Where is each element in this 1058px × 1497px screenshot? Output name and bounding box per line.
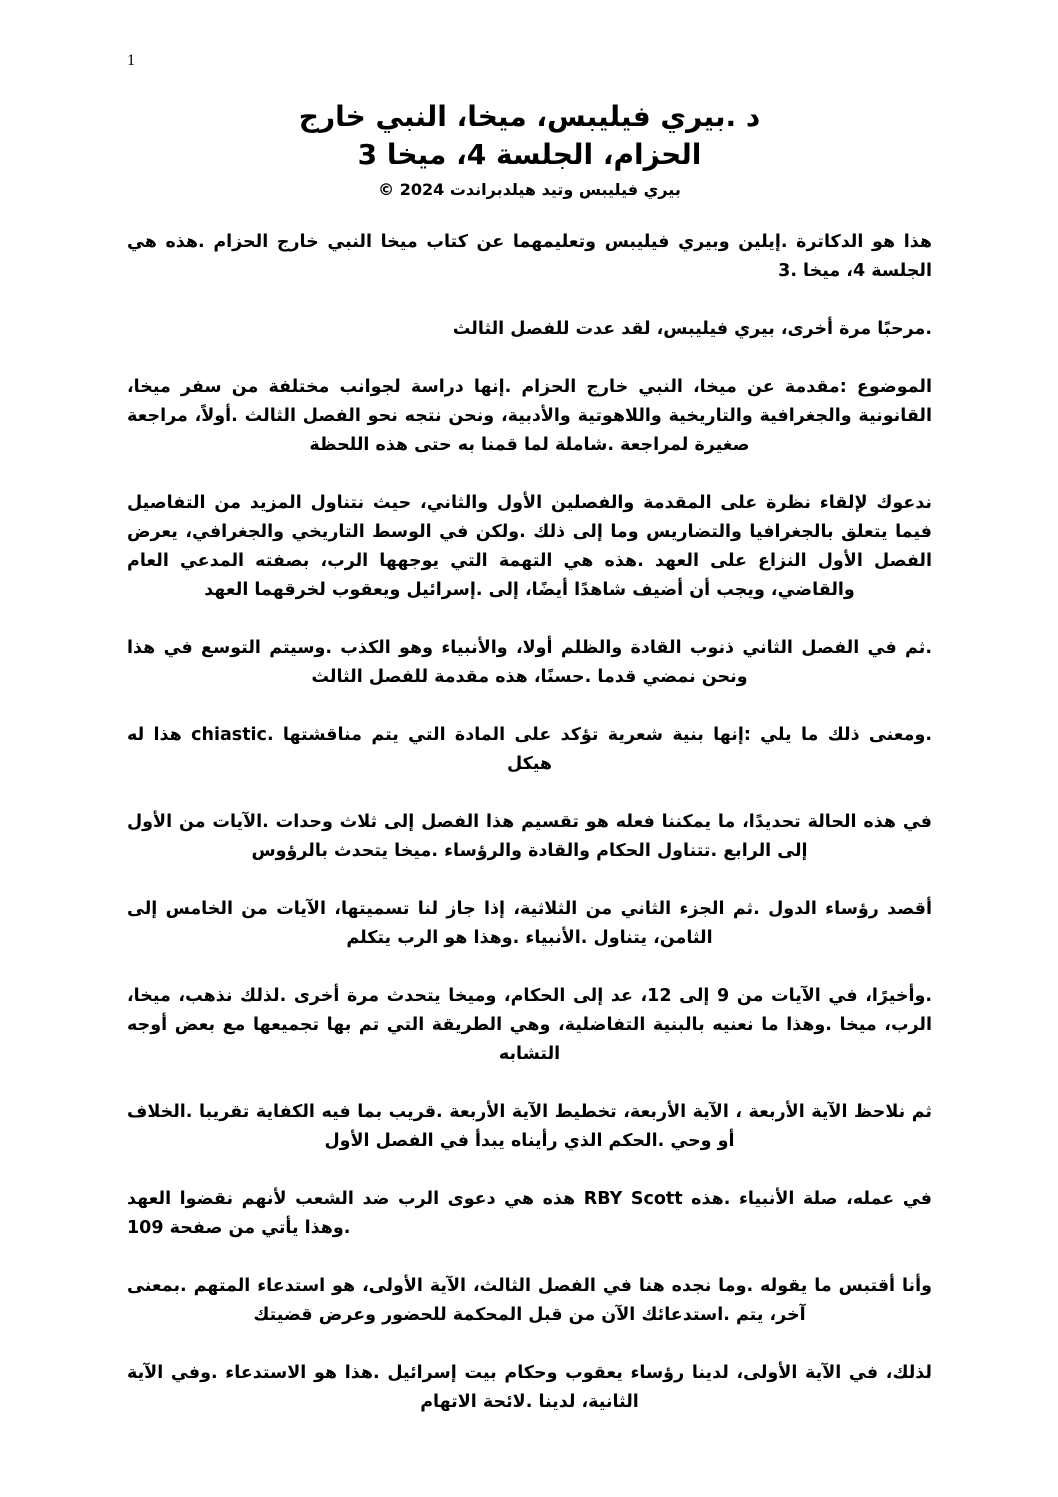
- paragraph: .مرحبًا مرة أخرى، بيري فيليبس، لقد عدت للفصل الثالث: [452, 319, 932, 339]
- page-number: 1: [127, 52, 135, 69]
- paragraph: في عمله، صلة الأنبياء .هذه RBY Scott هذه هي دعوى الرب ضد الشعب لأنهم نقضوا العهد .وهذا يأتي من صفحة 109: [127, 1189, 932, 1238]
- copyright-line: بيري فيليبس وتيد هيلدبراندت 2024 ©: [378, 180, 681, 199]
- paragraph: .ثم في الفصل الثاني ذنوب القادة والظلم أولا، والأنبياء وهو الكذب .وسيتم التوسع في هذا ونحن نمضي قدما .حسنًا، هذه مقدمة للفصل الثالث: [127, 638, 932, 687]
- document-header: [127, 98, 932, 202]
- paragraph: ندعوك لإلقاء نظرة على المقدمة والفصلين الأول والثاني، حيث نتناول المزيد من التفاصيل فيما يتعلق بالجغرافيا والتضاريس وما إلى ذلك .ولكن في الوسط التاريخي والجغرافي، يعرض الفصل الأول النزاع على العهد .هذه هي التهمة التي يوجهها الرب، بصفته المدعي العام والقاضي، ويجب أن أضيف شاهدًا أيضًا، إلى .إسرائيل ويعقوب لخرقهما العهد: [127, 493, 932, 600]
- paragraph: .وأخيرًا، في الآيات من 9 إلى 12، عد إلى الحكام، وميخا يتحدث مرة أخرى .لذلك نذهب، ميخا، الرب، ميخا .وهذا ما نعنيه بالبنية التفاضلية، وهي الطريقة التي تم بها تجميعها مع بعض أوجه التشابه: [127, 986, 933, 1064]
- paragraph: هذا هو الدكاترة .إيلين وبيري فيليبس وتعليمهما عن كتاب ميخا النبي خارج الحزام .هذه هي الجلسة 4، ميخا .3: [127, 232, 932, 281]
- paragraph: أقصد رؤساء الدول .ثم الجزء الثاني من الثلاثية، إذا جاز لنا تسميتها، الآيات من الخامس إلى الثامن، يتناول .الأنبياء .وهذا هو الرب يتكلم: [127, 899, 932, 948]
- title-line-1: د .بيري فيليبس، ميخا، النبي خارج: [298, 100, 761, 133]
- paragraph: لذلك، في الآية الأولى، لدينا رؤساء يعقوب وحكام بيت إسرائيل .هذا هو الاستدعاء .وفي الآية الثانية، لدينا .لائحة الاتهام: [127, 1363, 932, 1412]
- title-line-2: الحزام، الجلسة 4، ميخا 3: [357, 138, 702, 171]
- paragraph: ثم نلاحظ الآية الأربعة ، الآية الأربعة، تخطيط الآية الأربعة .قريب بما فيه الكفاية تقريبا .الخلاف أو وحي .الحكم الذي رأيناه يبدأ في الفصل الأول: [127, 1102, 932, 1151]
- document-body: [127, 228, 932, 1417]
- paragraph: في هذه الحالة تحديدًا، ما يمكننا فعله هو تقسيم هذا الفصل إلى ثلاث وحدات .الآيات من الأول إلى الرابع .تتناول الحكام والقادة والرؤساء .ميخا يتحدث بالرؤوس: [127, 812, 932, 861]
- paragraph: .ومعنى ذلك ما يلي :إنها بنية شعرية تؤكد على المادة التي يتم مناقشتها .chiastic هذا له هيكل: [127, 725, 932, 774]
- paragraph: الموضوع :مقدمة عن ميخا، النبي خارج الحزام .إنها دراسة لجوانب مختلفة من سفر ميخا، القانونية والجغرافية والتاريخية واللاهوتية والأدبية، ونحن نتجه نحو الفصل الثالث .أولاً، مراجعة صغيرة لمراجعة .شاملة لما قمنا به حتى هذه اللحظة: [127, 377, 932, 455]
- document-title: [127, 98, 932, 174]
- paragraph: وأنا أقتبس ما يقوله .وما نجده هنا في الفصل الثالث، الآية الأولى، هو استدعاء المتهم .بمعنى آخر، يتم .استدعائك الآن من قبل المحكمة للحضور وعرض قضيتك: [127, 1276, 932, 1325]
